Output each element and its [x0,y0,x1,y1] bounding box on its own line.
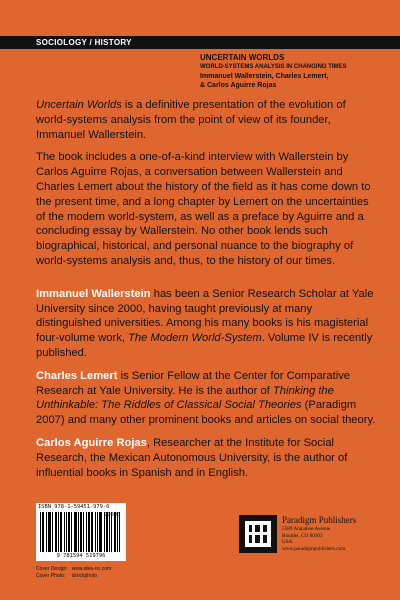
bio-text-end: (Paradigm 2007) and many other prominent books and articles on social theory. [36,399,376,427]
publisher-info [282,515,382,552]
price-code: 90000 [104,512,121,518]
bio-name: Carlos Aguirre Rojas [36,436,147,449]
publisher-address-2: Boulder, CO 80303 [282,532,323,539]
credit-design-label: Cover Design: [36,566,68,572]
authors-line-2: & Carlos Aguirre Rojas [200,82,277,89]
bio-text: , Researcher at the Institute for Social Research, the Mexican Autonomous University, is the author of influential books in Spanish and in English. [36,436,348,479]
bio-lemert [36,369,376,428]
publisher-name: Paradigm Publishers [282,515,357,525]
isbn-text: ISBN 978-1-59451-979-6 [38,504,110,510]
blurb-paragraph-1 [36,98,376,142]
bio-wallerstein [36,287,376,361]
credit-design-value: www.idea-no.com [71,566,112,572]
isbn-line [38,504,124,510]
bio-name: Immanuel Wallerstein [36,287,151,300]
blurb-paragraph-1-text: is a definitive presentation of the evolution of world-systems analysis from the point of view of its founder, Immanuel Wallerstein. [36,99,346,141]
bio-aguirre-rojas [36,436,376,480]
barcode-number: 9 781594 519796 [56,553,106,559]
book-subtitle: WORLD-SYSTEMS ANALYSIS IN CHANGING TIMES [200,64,347,70]
cover-credits [36,566,111,579]
category-label: SOCIOLOGY / HISTORY [36,38,132,47]
bio-text: is Senior Fellow at the Center for Comparative Research at Yale University. He is the author of [36,369,351,397]
publisher-logo-icon [239,515,277,553]
credit-photo-value: istockphoto [71,572,97,579]
bio-text: has been a Senior Research Scholar at Yale University since 2000, having taught previously at many distinguished universities. Among his many books is his magisterial four-volume work, [36,287,374,345]
publisher-address-1: 5589 Arapahoe Avenue [282,526,331,532]
credit-photo-label: Cover Photo: [36,572,66,579]
blurb-book-title: Uncertain Worlds [36,99,122,111]
back-cover-text [36,98,376,488]
blurb-paragraph-2: The book includes a one-of-a-kind interview with Wallerstein by Carlos Aguirre Rojas, a conversation between Wallerstein and Charles Lemert about the history of the field as it has come down to the present time, and a long chapter by Lemert on the uncertainties of the modern world-system, as well as a preface by Aguirre and a concluding essay by Wallerstein. No other book lends such biographical, historical, and personal nuance to the biography of world-systems analysis and, thus, to the history of our times. [36,151,371,267]
publisher-website: www.paradigmpublishers.com [282,545,346,552]
bio-work-title: The Modern World-System [128,332,262,345]
bio-text-end: . Volume IV is recently published. [36,332,373,359]
category-bar [0,36,400,49]
bio-name: Charles Lemert [36,369,118,382]
book-title: UNCERTAIN WORLDS [200,53,285,62]
publisher-country: USA [282,539,293,546]
barcode-bars [40,512,122,552]
authors-line-1: Immanuel Wallerstein, Charles Lemert, [200,73,329,80]
book-header [200,53,390,90]
bio-work-title: Thinking the Unthinkable: The Riddles of Classical Social Theories [36,384,334,412]
